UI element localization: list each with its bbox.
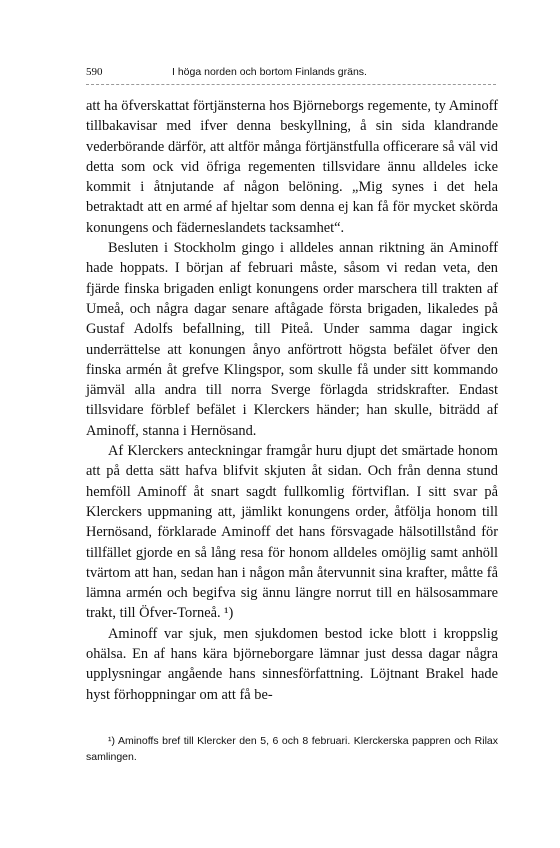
paragraph: Aminoff var sjuk, men sjukdomen bestod icke blott i kroppslig ohälsa. En af hans kära björneborgare lämnar just dessa dagar några upplysningar angående hans sinnesförfattning. Löjtnant Brakel hade hyst förhoppningar om att få be- [86,625,498,703]
body-text [86,96,498,705]
running-title: I höga norden och bortom Finlands gräns. [172,66,367,78]
footnote-text: ¹) Aminoffs bref till Klercker den 5, 6 och 8 februari. Klerckerska pappren och Rilax samlingen. [86,735,498,763]
page-number: 590 [86,66,103,78]
page-header [86,66,496,82]
paragraph: Af Klerckers anteckningar framgår huru djupt det smärtade honom att på detta sätt hafva blifvit skjuten åt sidan. Och från denna stund hemföll Aminoff åt snart sagdt fullkomlig förtviflan. I sitt svar på Klerckers uppmaning att, jämlikt konungens order, åtfölja honom till Hernösand, förklarade Aminoff det hans försvagade hälsotillstånd för tillfället gjorde en så lång resa för honom alldeles omöjlig samt anhöll tvärtom att han, sedan han i någon mån återvunnit sina krafter, måtte få lämna armén och begifva sig ännu längre norrut till en hälsosammare trakt, till Öfver-Torneå. ¹) [86,443,498,622]
footnote [86,733,498,765]
paragraph: att ha öfverskattat förtjänsterna hos Björneborgs regemente, ty Aminoff tillbakavisar med ifver denna beskyllning, å sin sida klandrande vederbörande därför, att altför många förtjänstfulla officerare så väl vid detta som ock vid öfriga regementen tillsvidare ännu alldeles icke kommit i åtnjutande af någon belöning. „Mig synes i det hela betraktadt att en armé af hjeltar som denna ej kan få för mycket skörda konungens och fäderneslandets tacksamhet“. [86,98,498,236]
paragraph: Besluten i Stockholm gingo i alldeles annan riktning än Aminoff hade hoppats. I början af februari måste, såsom vi redan veta, den fjärde finska brigaden enligt konungens order marschera till trakten af Umeå, och några dagar senare aftågade första brigaden, likaledes på Gustaf Adolfs befallning, till Piteå. Under samma dagar ingick underrättelse att konungen ånyo anförtrott högsta befälet öfver den finska armén åt grefve Klingspor, som skulle få under sitt kommando jämväl alla andra till norra Sverge förlagda stridskrafter. Endast tillsvidare förblef befälet i Klerckers händer; han skulle, biträdd af Aminoff, stanna i Hernösand. [86,240,498,439]
header-rule [86,84,496,86]
